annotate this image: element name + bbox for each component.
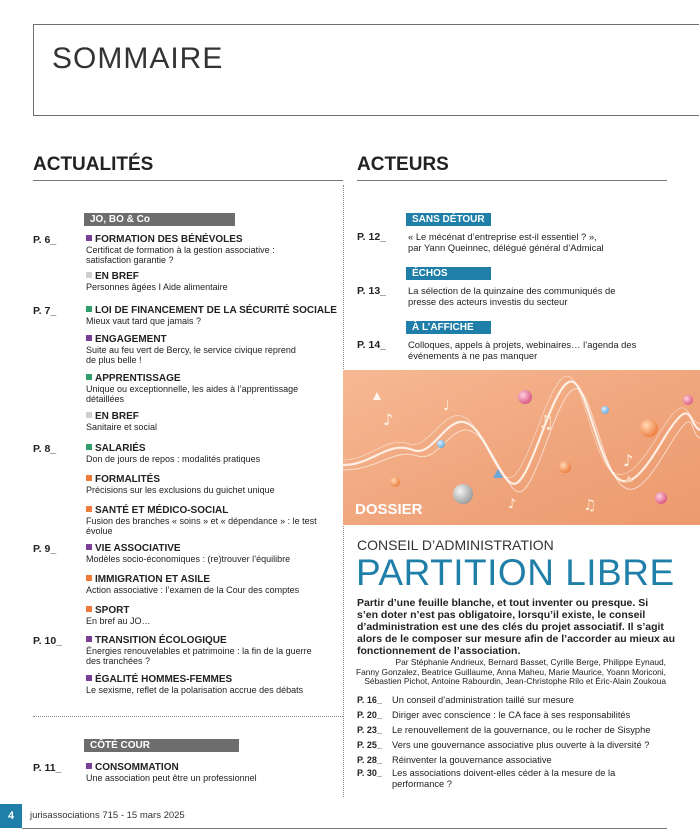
category-square-icon	[86, 272, 92, 278]
entry-transition-ecologique[interactable]: TRANSITION ÉCOLOGIQUE Énergies renouvelables et patrimoine : la fin de la guerre des tranchées ?	[86, 635, 312, 666]
page-number: P. 6_	[33, 234, 57, 246]
toc-item-continued[interactable]: performance ?	[392, 779, 452, 789]
folio-badge: 4	[0, 804, 22, 828]
toc-item[interactable]: Le renouvellement de la gouvernance, ou le rocher de Sisyphe	[392, 725, 651, 735]
svg-text:♫: ♫	[538, 412, 555, 433]
page-number: P. 8_	[33, 443, 57, 455]
entry-vie-associative[interactable]: VIE ASSOCIATIVE Modèles socio-économiques : (re)trouver l’équilibre	[86, 543, 291, 564]
dossier-label: DOSSIER	[355, 501, 423, 518]
page-number: P. 7_	[33, 305, 57, 317]
category-square-icon	[86, 412, 92, 418]
toc-page-number: P. 28_	[357, 755, 382, 765]
section-band-echos: ÉCHOS	[406, 267, 491, 280]
dossier-credits: Par Stéphanie Andrieux, Bernard Basset, Cyrille Berge, Philippe Eynaud, Fanny Gonzalez, Beatrice Guillaume, Anna Maheu, Marie Maurice, Yoann Moriconi, Sébastien Pichot, Antoine Rabourdin, Jean-Christophe Rilo et Éric-Alain Zoukoua	[355, 657, 666, 686]
page-number: P. 10_	[33, 635, 63, 647]
entry-en-bref-2[interactable]: EN BREF Sanitaire et social	[86, 411, 158, 432]
category-square-icon	[86, 675, 92, 681]
dotted-separator	[33, 716, 343, 717]
section-band-sans-detour: SANS DÉTOUR	[406, 213, 491, 226]
category-square-icon	[86, 374, 92, 380]
entry-loi-financement[interactable]: LOI DE FINANCEMENT DE LA SÉCURITÉ SOCIALE Mieux vaut tard que jamais ?	[86, 305, 337, 326]
page-number: P. 9_	[33, 543, 57, 555]
category-square-icon	[86, 575, 92, 581]
entry-salaries[interactable]: SALARIÉS Don de jours de repos : modalités pratiques	[86, 443, 261, 464]
toc-page-number: P. 25_	[357, 740, 382, 750]
category-square-icon	[86, 235, 92, 241]
toc-item[interactable]: Vers une gouvernance associative plus ouverte à la diversité ?	[392, 740, 650, 750]
footer-rule	[22, 828, 667, 829]
dossier-title[interactable]: PARTITION LIBRE	[356, 552, 675, 593]
toc-page-number: P. 23_	[357, 725, 382, 735]
entry-echos[interactable]: La sélection de la quinzaine des communiqués de presse des acteurs investis du secteur	[408, 285, 616, 307]
entry-en-bref-1[interactable]: EN BREF Personnes âgées I Aide alimentaire	[86, 271, 228, 292]
page-number: P. 14_	[357, 339, 387, 351]
dossier-lead: Partir d’une feuille blanche, et tout inventer ou presque. Si s’en doter n’est pas obligatoire, lorsqu’il existe, le conseil d’administration est une des clés du projet associatif. Il s’agit alors de le composer sur mesure afin de l’accorder au mieux au fonctionnement de l’association.	[357, 597, 676, 657]
category-square-icon	[86, 506, 92, 512]
entry-sport[interactable]: SPORT En bref au JO…	[86, 605, 151, 626]
svg-text:♪: ♪	[623, 451, 634, 470]
acteurs-heading: ACTEURS	[357, 154, 449, 175]
toc-item[interactable]: Les associations doivent-elles céder à la mesure de la	[392, 768, 616, 778]
toc-page-number: P. 16_	[357, 695, 382, 705]
page-title: SOMMAIRE	[52, 42, 224, 75]
acteurs-rule	[357, 180, 667, 181]
entry-egalite-hommes-femmes[interactable]: ÉGALITÉ HOMMES-FEMMES Le sexisme, reflet de la polarisation accrue des débats	[86, 674, 304, 695]
entry-a-l-affiche[interactable]: Colloques, appels à projets, webinaires… l’agenda des événements à ne pas manquer	[408, 339, 637, 361]
svg-text:♫: ♫	[583, 496, 597, 514]
page-number: P. 12_	[357, 231, 387, 243]
section-band-cote-cour: CÔTÉ COUR	[84, 739, 239, 752]
svg-text:♪: ♪	[508, 497, 517, 512]
category-square-icon	[86, 763, 92, 769]
category-square-icon	[86, 544, 92, 550]
category-square-icon	[86, 475, 92, 481]
svg-text:♩: ♩	[443, 398, 450, 414]
svg-text:♪: ♪	[383, 410, 394, 429]
actualites-heading: ACTUALITÉS	[33, 154, 154, 175]
entry-consommation[interactable]: CONSOMMATION Une association peut être un professionnel	[86, 762, 257, 783]
toc-item[interactable]: Diriger avec conscience : le CA face à ses responsabilités	[392, 710, 631, 720]
page-number: P. 13_	[357, 285, 387, 297]
category-square-icon	[86, 606, 92, 612]
section-band-a-l-affiche: À L’AFFICHE	[406, 321, 491, 334]
toc-page-number: P. 30_	[357, 768, 382, 778]
entry-sante-medico-social[interactable]: SANTÉ ET MÉDICO-SOCIAL Fusion des branches « soins » et « dépendance » : le test évolue	[86, 505, 317, 536]
entry-sans-detour[interactable]: « Le mécénat d’entreprise est-il essentiel ? », par Yann Queinnec, délégué général d’Admical	[408, 231, 604, 253]
toc-page-number: P. 20_	[357, 710, 382, 720]
category-square-icon	[86, 306, 92, 312]
actualites-rule	[33, 180, 343, 181]
toc-item[interactable]: Réinventer la gouvernance associative	[392, 755, 552, 765]
category-square-icon	[86, 335, 92, 341]
category-square-icon	[86, 444, 92, 450]
entry-formalites[interactable]: FORMALITÉS Précisions sur les exclusions du guichet unique	[86, 474, 275, 495]
page-number: P. 11_	[33, 762, 62, 774]
entry-apprentissage[interactable]: APPRENTISSAGE Unique ou exceptionnelle, les aides à l’apprentissage détaillées	[86, 373, 299, 404]
footer-publication: jurisassociations 715 - 15 mars 2025	[30, 810, 185, 821]
entry-engagement[interactable]: ENGAGEMENT Suite au feu vert de Bercy, le service civique reprend de plus belle !	[86, 334, 296, 365]
entry-formation-benevoles[interactable]: FORMATION DES BÉNÉVOLES Certificat de formation à la gestion associative : satisfaction garantie ?	[86, 234, 275, 265]
category-square-icon	[86, 636, 92, 642]
section-band-jo-bo: JO, BO & Co	[84, 213, 235, 226]
dossier-kicker: CONSEIL D’ADMINISTRATION	[357, 537, 554, 553]
toc-item[interactable]: Un conseil d’administration taillé sur mesure	[392, 695, 574, 705]
entry-immigration-asile[interactable]: IMMIGRATION ET ASILE Action associative : l’examen de la Cour des comptes	[86, 574, 300, 595]
